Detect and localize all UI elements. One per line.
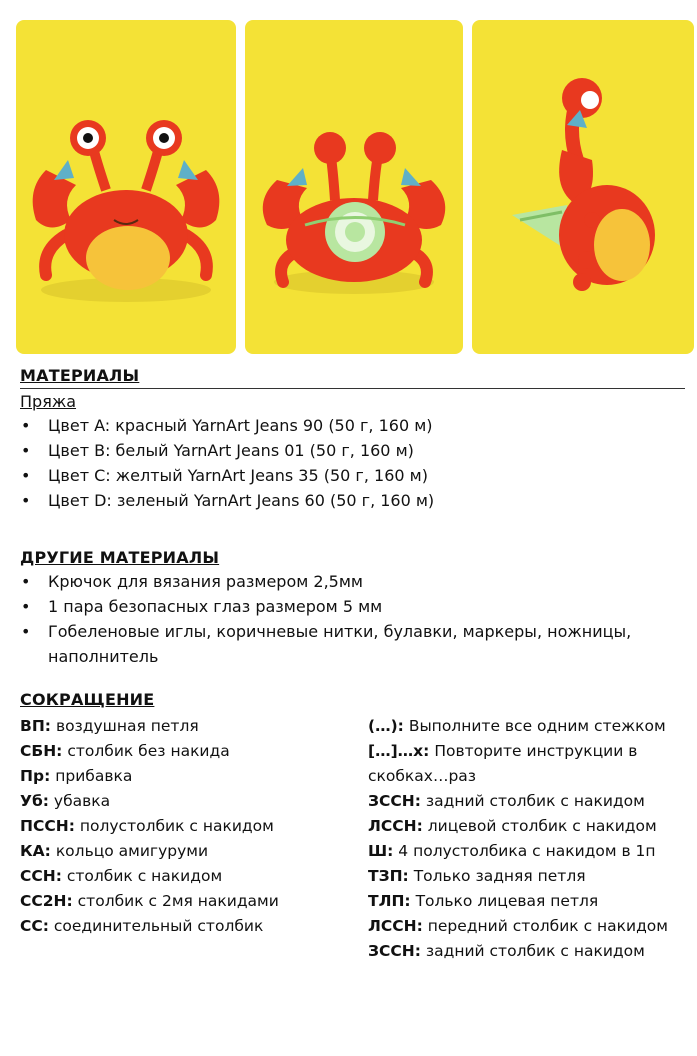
abbr-row: ВП: воздушная петля (20, 717, 199, 735)
abbr-row: Пр: прибавка (20, 767, 133, 785)
list-item: • Цвет D: зеленый YarnArt Jeans 60 (50 г, 160 м) (20, 488, 680, 513)
crab-photo-side (472, 20, 694, 354)
list-item: • Крючок для вязания размером 2,5мм (20, 569, 670, 594)
abbr-row: […]…х: Повторите инструкции в (368, 742, 638, 760)
abbr-row: ЗССН: задний столбик с накидом (368, 942, 645, 960)
abbr-row: ЛССН: передний столбик с накидом (368, 917, 668, 935)
other-materials-list (20, 569, 670, 669)
photo-strip (16, 20, 697, 354)
materials-section (20, 366, 139, 385)
list-item: • 1 пара безопасных глаз размером 5 мм (20, 594, 670, 619)
abbr-row: СБН: столбик без накида (20, 742, 230, 760)
list-item: • Гобеленовые иглы, коричневые нитки, булавки, маркеры, ножницы, наполнитель (20, 619, 670, 669)
list-item: • Цвет B: белый YarnArt Jeans 01 (50 г, 160 м) (20, 438, 680, 463)
yarn-block (20, 392, 680, 513)
divider (20, 388, 685, 389)
abbreviations-left-column (20, 714, 279, 939)
crab-photo-back (245, 20, 463, 354)
list-item: • Цвет C: желтый YarnArt Jeans 35 (50 г, 160 м) (20, 463, 680, 488)
other-materials-section (20, 548, 670, 669)
list-item: • Цвет A: красный YarnArt Jeans 90 (50 г, 160 м) (20, 413, 680, 438)
abbr-row: СС: соединительный столбик (20, 917, 264, 935)
abbr-row: КА: кольцо амигуруми (20, 842, 209, 860)
materials-heading: МАТЕРИАЛЫ (20, 366, 140, 385)
abbr-row: (…): Выполните все одним стежком (368, 717, 666, 735)
abbr-row: Уб: убавка (20, 792, 111, 810)
abbreviations-right-column (368, 714, 668, 964)
abbr-row: ТЛП: Только лицевая петля (368, 892, 599, 910)
abbr-row: ЛССН: лицевой столбик с накидом (368, 817, 657, 835)
abbr-row: ТЗП: Только задняя петля (368, 867, 586, 885)
yarn-label: Пряжа (20, 392, 77, 411)
other-materials-heading: ДРУГИЕ МАТЕРИАЛЫ (20, 548, 220, 567)
crab-photo-front (16, 20, 236, 354)
abbr-row: скобках…раз (368, 767, 477, 785)
abbreviations-heading: СОКРАЩЕНИЕ (20, 690, 155, 709)
yarn-list (20, 413, 680, 513)
abbr-row: Ш: 4 полустолбика с накидом в 1п (368, 842, 656, 860)
abbr-row: СС2Н: столбик с 2мя накидами (20, 892, 279, 910)
abbr-row: ССН: столбик с накидом (20, 867, 223, 885)
abbreviations-section (20, 690, 154, 709)
abbr-row: ПССН: полустолбик с накидом (20, 817, 274, 835)
abbr-row: ЗССН: задний столбик с накидом (368, 792, 645, 810)
